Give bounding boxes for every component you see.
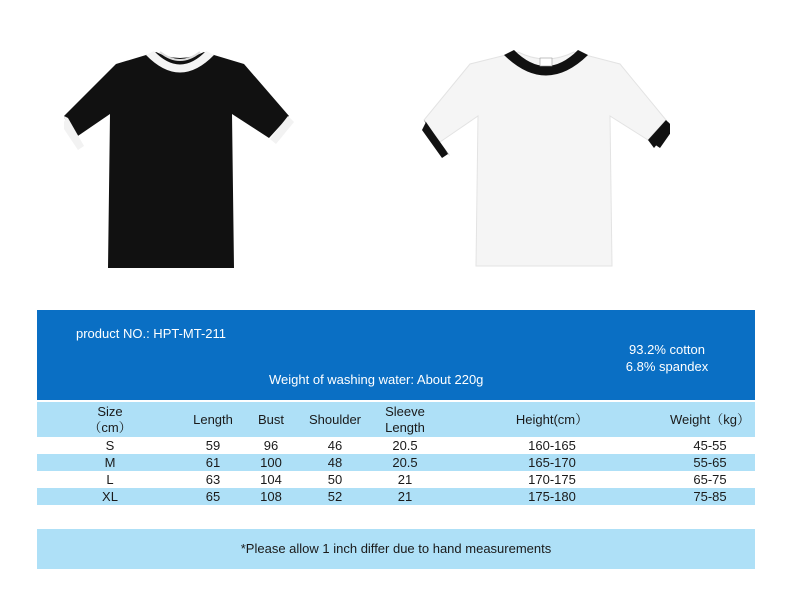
table-row — [37, 488, 755, 505]
cell-sleeve: 21 — [371, 471, 439, 488]
header-length: Length — [183, 402, 243, 437]
cell-sleeve: 21 — [371, 488, 439, 505]
header-sleeve-length: Sleeve Length — [371, 402, 439, 437]
cell-bust: 104 — [243, 471, 299, 488]
cell-bust: 108 — [243, 488, 299, 505]
cell-size: XL — [37, 488, 183, 505]
cell-size: M — [37, 454, 183, 471]
size-chart-header-row — [37, 402, 755, 437]
cell-weight: 55-65 — [665, 454, 755, 471]
cell-weight: 45-55 — [665, 437, 755, 454]
cell-length: 59 — [183, 437, 243, 454]
cell-size: S — [37, 437, 183, 454]
cell-height: 170-175 — [439, 471, 665, 488]
measurement-note: *Please allow 1 inch differ due to hand measurements — [37, 529, 755, 569]
cell-weight: 75-85 — [665, 488, 755, 505]
cell-length: 61 — [183, 454, 243, 471]
table-row — [37, 471, 755, 488]
cell-shoulder: 48 — [299, 454, 371, 471]
black-tshirt-image — [64, 46, 296, 270]
table-row — [37, 454, 755, 471]
product-info-header — [37, 310, 755, 400]
size-chart-table — [37, 402, 755, 505]
cell-length: 65 — [183, 488, 243, 505]
header-size: Size （cm） — [37, 402, 183, 437]
cell-shoulder: 46 — [299, 437, 371, 454]
header-shoulder: Shoulder — [299, 402, 371, 437]
cell-height: 175-180 — [439, 488, 665, 505]
cell-height: 165-170 — [439, 454, 665, 471]
washing-weight: Weight of washing water: About 220g — [269, 372, 484, 387]
table-row — [37, 437, 755, 454]
fabric-composition — [597, 341, 737, 375]
cell-length: 63 — [183, 471, 243, 488]
cell-sleeve: 20.5 — [371, 437, 439, 454]
cell-weight: 65-75 — [665, 471, 755, 488]
cell-bust: 100 — [243, 454, 299, 471]
cell-shoulder: 50 — [299, 471, 371, 488]
composition-cotton: 93.2% cotton — [629, 342, 705, 357]
cell-height: 160-165 — [439, 437, 665, 454]
header-bust: Bust — [243, 402, 299, 437]
cell-sleeve: 20.5 — [371, 454, 439, 471]
cell-size: L — [37, 471, 183, 488]
cell-shoulder: 52 — [299, 488, 371, 505]
white-tshirt-image — [422, 44, 670, 270]
product-number: product NO.: HPT-MT-211 — [76, 326, 227, 341]
header-height: Height(cm） — [439, 402, 665, 437]
header-weight: Weight（kg） — [665, 402, 755, 437]
composition-spandex: 6.8% spandex — [625, 359, 709, 374]
cell-bust: 96 — [243, 437, 299, 454]
